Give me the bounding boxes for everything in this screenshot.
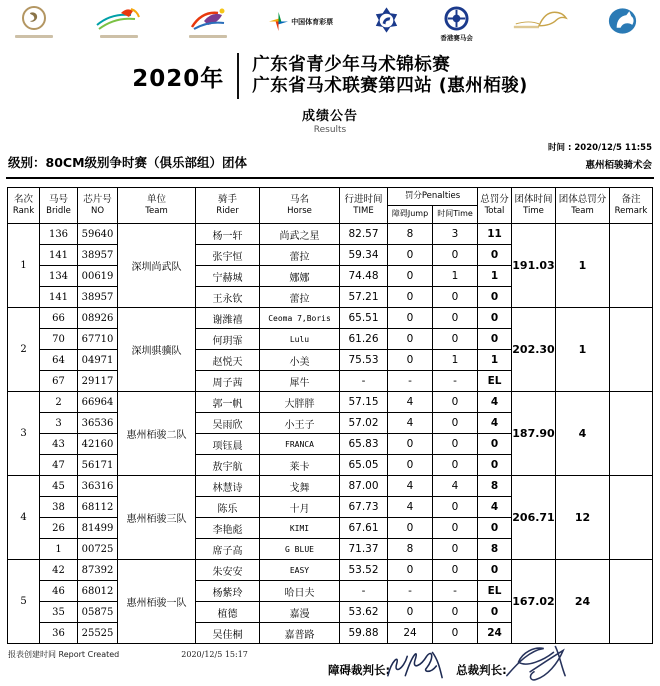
bridle-cell: 45 (40, 476, 78, 497)
time-penalty-cell: 0 (433, 287, 478, 308)
team-time-cell: 187.90 (512, 392, 556, 476)
bridle-cell: 38 (40, 497, 78, 518)
chief-judge-signature (501, 642, 569, 686)
time-penalty-cell: 0 (433, 539, 478, 560)
time-penalty-cell: 0 (433, 602, 478, 623)
time-penalty-cell: 3 (433, 224, 478, 245)
time-cell: 53.52 (340, 560, 388, 581)
illegible-caption (15, 35, 53, 38)
horse-cell: 蕾拉 (260, 245, 340, 266)
bridle-cell: 134 (40, 266, 78, 287)
total-penalty-cell: 8 (478, 539, 512, 560)
time-cell: 87.00 (340, 476, 388, 497)
time-cell: 57.21 (340, 287, 388, 308)
jump-penalty-cell: 0 (388, 560, 433, 581)
team-cell: 惠州栢骏三队 (118, 476, 196, 560)
rider-cell: 植德 (196, 602, 260, 623)
hkjc-caption: 香港赛马会 (440, 34, 473, 42)
chief-judge-label: 总裁判长: (456, 663, 507, 677)
bridle-cell: 46 (40, 581, 78, 602)
jump-penalty-cell: 0 (388, 434, 433, 455)
col-header-time_penalty: 时间Time (433, 206, 478, 224)
chip-cell: 67710 (78, 329, 118, 350)
horse-cell: Ceoma 7,Boris (260, 308, 340, 329)
rank-cell: 2 (8, 308, 40, 392)
time-penalty-cell: 0 (433, 623, 478, 644)
horse-cell: Lulu (260, 329, 340, 350)
chip-cell: 36316 (78, 476, 118, 497)
meta-row (0, 141, 660, 171)
jump-judge-signature-block (328, 646, 446, 686)
bridle-cell: 70 (40, 329, 78, 350)
china-sports-lottery-logo (269, 12, 333, 31)
chip-cell: 36536 (78, 413, 118, 434)
total-penalty-cell: 0 (478, 308, 512, 329)
horse-cell: KIMI (260, 518, 340, 539)
col-header-remark: 备注 Remark (610, 188, 653, 224)
jump-penalty-cell: 0 (388, 308, 433, 329)
time-cell: 82.57 (340, 224, 388, 245)
rider-cell: 郭一帆 (196, 392, 260, 413)
total-penalty-cell: 0 (478, 329, 512, 350)
time-penalty-cell: 0 (433, 560, 478, 581)
time-penalty-cell: 0 (433, 392, 478, 413)
report-time-label: 时间 : 2020/12/5 11:55 (548, 143, 652, 153)
total-penalty-cell: 0 (478, 434, 512, 455)
jump-penalty-cell: 0 (388, 287, 433, 308)
chip-cell: 04971 (78, 350, 118, 371)
time-cell: 67.61 (340, 518, 388, 539)
result-row (8, 392, 653, 413)
col-header-rank: 名次 Rank (8, 188, 40, 224)
horse-cell: 蕾拉 (260, 287, 340, 308)
time-cell: 53.62 (340, 602, 388, 623)
jump-penalty-cell: 4 (388, 497, 433, 518)
bridle-cell: 64 (40, 350, 78, 371)
horse-cell: 哈日夫 (260, 581, 340, 602)
rider-cell: 席子高 (196, 539, 260, 560)
report-created-time: 2020/12/5 15:17 (181, 650, 248, 659)
chip-cell: 59640 (78, 224, 118, 245)
result-row (8, 560, 653, 581)
chip-cell: 38957 (78, 245, 118, 266)
total-penalty-cell: 0 (478, 602, 512, 623)
time-penalty-cell: 0 (433, 308, 478, 329)
games-logo (91, 6, 147, 38)
result-row (8, 308, 653, 329)
lottery-caption: 中国体育彩票 (291, 17, 334, 26)
team-total-cell: 12 (556, 476, 610, 560)
badge-icon (370, 6, 403, 36)
time-penalty-cell: 4 (433, 476, 478, 497)
time-cell: 61.26 (340, 329, 388, 350)
jump-penalty-cell: 0 (388, 266, 433, 287)
time-penalty-cell: 1 (433, 266, 478, 287)
rank-cell: 1 (8, 224, 40, 308)
gold-horse-logo (510, 6, 568, 34)
title-divider (237, 53, 239, 99)
time-penalty-cell: 0 (433, 434, 478, 455)
col-header-team: 单位 Team (118, 188, 196, 224)
rider-cell: 李艳彪 (196, 518, 260, 539)
sports-festival-logo (184, 6, 232, 38)
signature-row (328, 642, 569, 686)
illegible-caption (189, 35, 227, 38)
horse-cell: 十月 (260, 497, 340, 518)
time-cell: - (340, 371, 388, 392)
col-header-time: 行进时间 TIME (340, 188, 388, 224)
chip-cell: 81499 (78, 518, 118, 539)
jump-penalty-cell: 8 (388, 224, 433, 245)
time-penalty-cell: 1 (433, 350, 478, 371)
total-penalty-cell: 11 (478, 224, 512, 245)
result-row (8, 476, 653, 497)
rider-cell: 杨紫玲 (196, 581, 260, 602)
bridle-cell: 141 (40, 245, 78, 266)
jump-penalty-cell: 8 (388, 539, 433, 560)
time-penalty-cell: 0 (433, 518, 478, 539)
time-cell: 71.37 (340, 539, 388, 560)
club-name: 惠州栢骏骑术会 (585, 160, 652, 171)
bridle-cell: 47 (40, 455, 78, 476)
report-created-label: 报表创建时间 Report Created (8, 650, 120, 659)
rider-cell: 宁赫城 (196, 266, 260, 287)
hong-kong-jockey-club-logo (440, 6, 473, 42)
horse-cell: 尚武之星 (260, 224, 340, 245)
horse-cell: 犀牛 (260, 371, 340, 392)
total-penalty-cell: 1 (478, 350, 512, 371)
lottery-star-icon (269, 12, 288, 31)
horse-cell: 娜娜 (260, 266, 340, 287)
rider-cell: 林慧诗 (196, 476, 260, 497)
team-time-cell: 206.71 (512, 476, 556, 560)
time-cell: 57.15 (340, 392, 388, 413)
bridle-cell: 42 (40, 560, 78, 581)
rider-cell: 陈乐 (196, 497, 260, 518)
event-title-line2: 广东省马术联赛第四站 (惠州栢骏) (252, 76, 528, 96)
time-cell: 67.73 (340, 497, 388, 518)
col-header-chip: 芯片号 NO (78, 188, 118, 224)
bridle-cell: 66 (40, 308, 78, 329)
chip-cell: 05875 (78, 602, 118, 623)
team-cell: 惠州栢骏二队 (118, 392, 196, 476)
remark-cell (610, 308, 653, 392)
result-row (8, 224, 653, 245)
team-time-cell: 167.02 (512, 560, 556, 644)
time-penalty-cell: 0 (433, 455, 478, 476)
event-title (252, 55, 528, 97)
jump-penalty-cell: 0 (388, 350, 433, 371)
col-header-penalties: 罚分Penalties (388, 188, 478, 206)
games-icon (91, 6, 147, 33)
horse-cell: 大胖胖 (260, 392, 340, 413)
total-penalty-cell: 4 (478, 497, 512, 518)
blue-horse-icon (605, 6, 640, 36)
remark-cell (610, 224, 653, 308)
time-penalty-cell: - (433, 581, 478, 602)
chip-cell: 08926 (78, 308, 118, 329)
team-time-cell: 191.03 (512, 224, 556, 308)
jump-penalty-cell: 4 (388, 413, 433, 434)
team-total-cell: 24 (556, 560, 610, 644)
rank-cell: 5 (8, 560, 40, 644)
horse-cell: 莱卡 (260, 455, 340, 476)
chip-cell: 42160 (78, 434, 118, 455)
rider-cell: 敖宇航 (196, 455, 260, 476)
remark-cell (610, 560, 653, 644)
col-header-team_total: 团体总罚分 Team (556, 188, 610, 224)
jump-penalty-cell: 0 (388, 329, 433, 350)
jump-penalty-cell: 4 (388, 392, 433, 413)
col-header-rider: 骑手 Rider (196, 188, 260, 224)
horse-cell: G BLUE (260, 539, 340, 560)
chip-cell: 00725 (78, 539, 118, 560)
festival-icon (184, 6, 232, 33)
total-penalty-cell: 0 (478, 518, 512, 539)
jump-judge-signature (384, 646, 446, 686)
equestrian-association-badge-logo (370, 6, 403, 36)
chip-cell: 56171 (78, 455, 118, 476)
team-cell: 深圳骐骥队 (118, 308, 196, 392)
total-penalty-cell: EL (478, 371, 512, 392)
chip-cell: 38957 (78, 287, 118, 308)
bridle-cell: 1 (40, 539, 78, 560)
horse-cell: 小王子 (260, 413, 340, 434)
col-header-horse: 马名 Horse (260, 188, 340, 224)
col-header-team_time: 团体时间 Time (512, 188, 556, 224)
bridle-cell: 2 (40, 392, 78, 413)
total-penalty-cell: EL (478, 581, 512, 602)
event-year: 2020年 (132, 65, 225, 92)
bridle-cell: 26 (40, 518, 78, 539)
horse-cell: 嘉漫 (260, 602, 340, 623)
time-cell: 59.34 (340, 245, 388, 266)
jump-judge-label: 障碍裁判长: (328, 663, 391, 677)
col-header-jump_penalty: 障碍Jump (388, 206, 433, 224)
rank-cell: 3 (8, 392, 40, 476)
logo-row (0, 0, 660, 44)
chip-cell: 66964 (78, 392, 118, 413)
time-penalty-cell: 0 (433, 497, 478, 518)
team-time-cell: 202.30 (512, 308, 556, 392)
jump-penalty-cell: - (388, 371, 433, 392)
time-cell: 65.83 (340, 434, 388, 455)
horse-cell: FRANCA (260, 434, 340, 455)
title-block (0, 53, 660, 99)
jump-penalty-cell: 0 (388, 602, 433, 623)
blue-horse-club-logo (605, 6, 640, 36)
team-cell: 深圳尚武队 (118, 224, 196, 308)
illegible-caption (100, 35, 138, 38)
rider-cell: 赵悦天 (196, 350, 260, 371)
chip-cell: 68112 (78, 497, 118, 518)
jump-penalty-cell: 24 (388, 623, 433, 644)
chief-judge-signature-block (456, 642, 569, 686)
chip-cell: 25525 (78, 623, 118, 644)
time-cell: 75.53 (340, 350, 388, 371)
rider-cell: 吴雨欣 (196, 413, 260, 434)
time-penalty-cell: 0 (433, 245, 478, 266)
meta-right (548, 141, 652, 171)
rider-cell: 何玥霏 (196, 329, 260, 350)
rider-cell: 周子茜 (196, 371, 260, 392)
total-penalty-cell: 0 (478, 560, 512, 581)
horse-cell: 戈舞 (260, 476, 340, 497)
header-rule (6, 177, 654, 179)
time-cell: 74.48 (340, 266, 388, 287)
col-header-bridle: 马号 Bridle (40, 188, 78, 224)
remark-cell (610, 392, 653, 476)
bridle-cell: 141 (40, 287, 78, 308)
team-cell: 惠州栢骏一队 (118, 560, 196, 644)
chip-cell: 68012 (78, 581, 118, 602)
total-penalty-cell: 1 (478, 266, 512, 287)
remark-cell (610, 476, 653, 560)
time-penalty-cell: - (433, 371, 478, 392)
total-penalty-cell: 4 (478, 392, 512, 413)
total-penalty-cell: 8 (478, 476, 512, 497)
rider-cell: 吴佳桐 (196, 623, 260, 644)
total-penalty-cell: 4 (478, 413, 512, 434)
jump-penalty-cell: 0 (388, 455, 433, 476)
bridle-cell: 35 (40, 602, 78, 623)
emblem-icon (14, 6, 54, 33)
jump-penalty-cell: - (388, 581, 433, 602)
time-cell: 65.05 (340, 455, 388, 476)
rank-cell: 4 (8, 476, 40, 560)
bridle-cell: 3 (40, 413, 78, 434)
jump-penalty-cell: 4 (388, 476, 433, 497)
time-cell: 57.02 (340, 413, 388, 434)
total-penalty-cell: 0 (478, 287, 512, 308)
chip-cell: 87392 (78, 560, 118, 581)
bridle-cell: 136 (40, 224, 78, 245)
results-table (7, 187, 653, 644)
time-cell: 65.51 (340, 308, 388, 329)
chip-cell: 29117 (78, 371, 118, 392)
hkjc-icon (444, 6, 469, 31)
jump-penalty-cell: 0 (388, 518, 433, 539)
chip-cell: 00619 (78, 266, 118, 287)
results-subtitle-en: Results (313, 125, 347, 135)
bridle-cell: 67 (40, 371, 78, 392)
total-penalty-cell: 0 (478, 455, 512, 476)
results-subtitle: 成绩公告 (301, 109, 358, 124)
team-total-cell: 1 (556, 224, 610, 308)
team-total-cell: 1 (556, 308, 610, 392)
rider-cell: 谢潍禧 (196, 308, 260, 329)
event-title-line1: 广东省青少年马术锦标赛 (252, 55, 451, 75)
team-total-cell: 4 (556, 392, 610, 476)
rider-cell: 杨一轩 (196, 224, 260, 245)
emblem-logo-1 (14, 6, 54, 38)
rider-cell: 张宇恒 (196, 245, 260, 266)
horse-cell: 嘉普路 (260, 623, 340, 644)
rider-cell: 项钰晨 (196, 434, 260, 455)
time-penalty-cell: 0 (433, 413, 478, 434)
time-penalty-cell: 0 (433, 329, 478, 350)
rider-cell: 朱安安 (196, 560, 260, 581)
total-penalty-cell: 0 (478, 245, 512, 266)
bridle-cell: 36 (40, 623, 78, 644)
class-level-label: 级别：80CM级别争时赛（俱乐部组）团体 (8, 155, 248, 170)
rider-cell: 王永钦 (196, 287, 260, 308)
horse-cell: EASY (260, 560, 340, 581)
time-cell: - (340, 581, 388, 602)
bridle-cell: 43 (40, 434, 78, 455)
horse-cell: 小美 (260, 350, 340, 371)
jump-penalty-cell: 0 (388, 245, 433, 266)
gold-horse-icon (510, 6, 568, 34)
time-cell: 59.88 (340, 623, 388, 644)
total-penalty-cell: 24 (478, 623, 512, 644)
col-header-total: 总罚分 Total (478, 188, 512, 224)
